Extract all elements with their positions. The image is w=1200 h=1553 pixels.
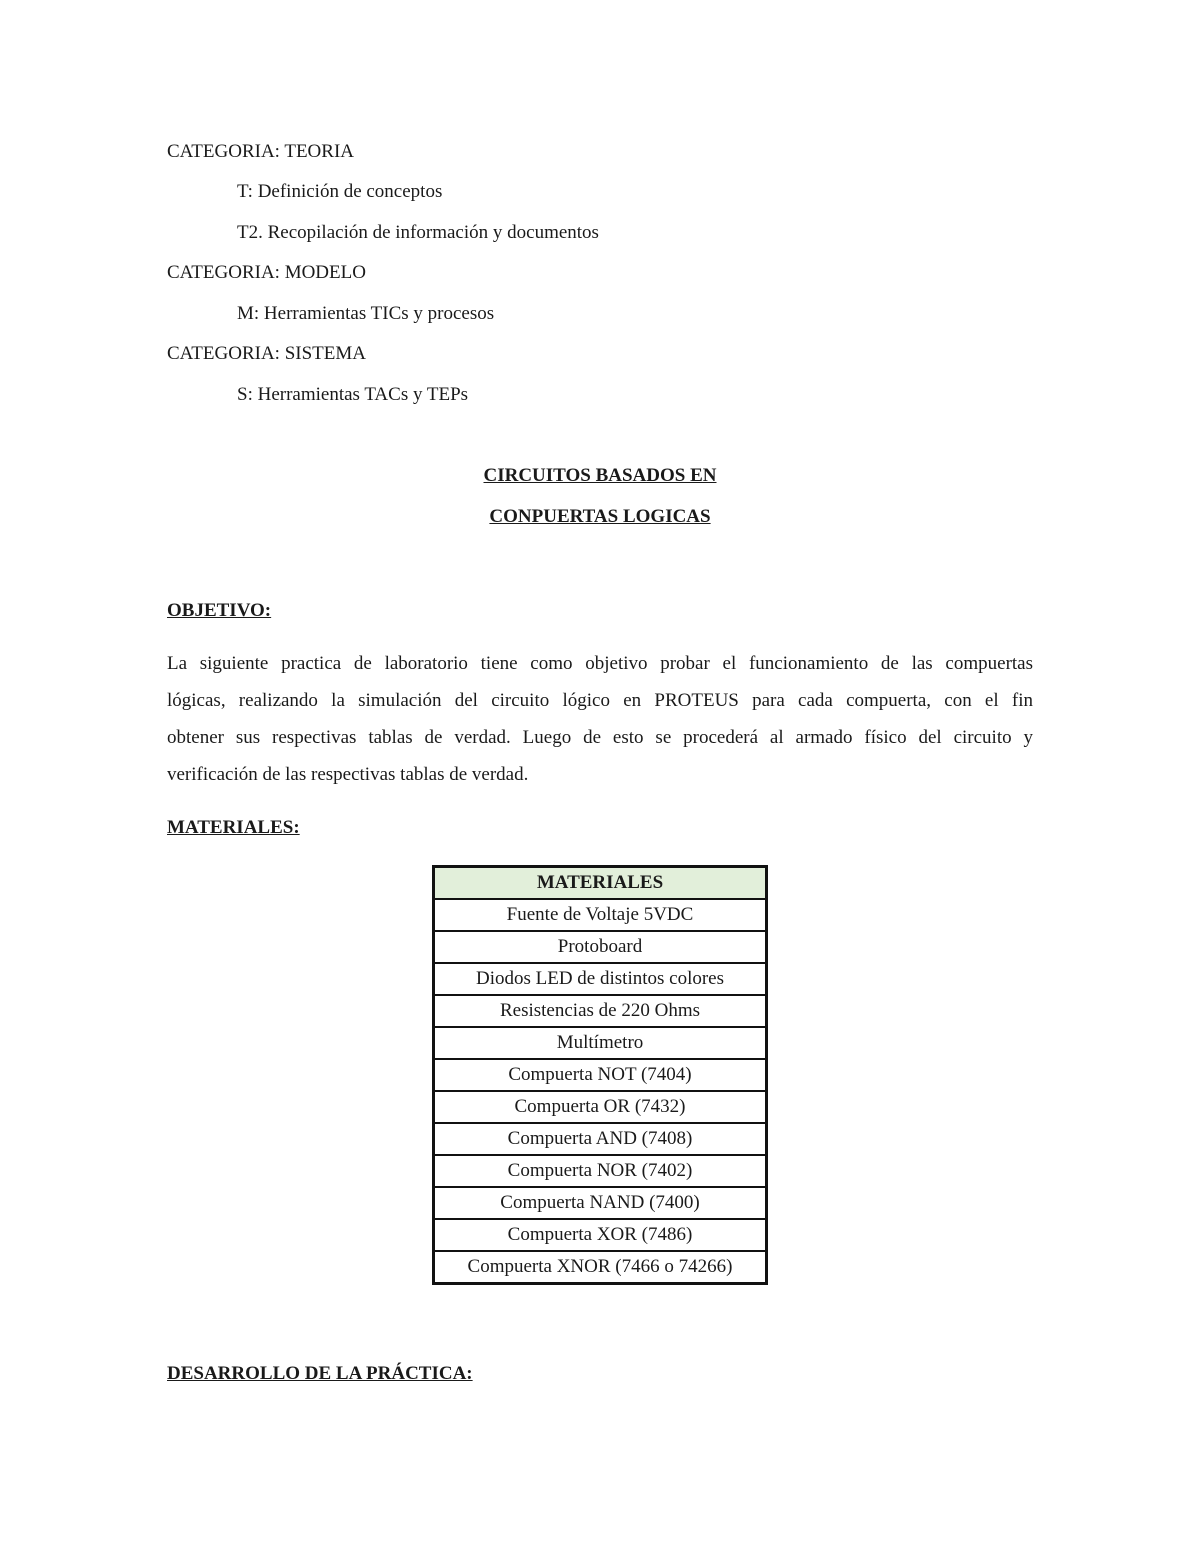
table-row (434, 1187, 767, 1219)
category-sistema: CATEGORIA: SISTEMA (167, 343, 366, 364)
table-row (434, 1059, 767, 1091)
category-item: T2. Recopilación de información y documentos (237, 222, 599, 243)
materials-table (432, 865, 768, 1285)
material-cell: Compuerta NOT (7404) (434, 1059, 767, 1091)
category-item: S: Herramientas TACs y TEPs (237, 384, 469, 405)
table-row (434, 1123, 767, 1155)
paragraph-line: lógicas, realizando la simulación del circuito lógico en PROTEUS para cada compuerta, con el fin (167, 690, 1033, 711)
materials-heading: MATERIALES: (167, 817, 300, 838)
material-cell: Fuente de Voltaje 5VDC (434, 899, 767, 931)
material-cell: Compuerta XOR (7486) (434, 1219, 767, 1251)
objective-heading: OBJETIVO: (167, 600, 272, 621)
material-cell: Compuerta OR (7432) (434, 1091, 767, 1123)
category-modelo: CATEGORIA: MODELO (167, 262, 366, 283)
document-title-line-2: CONPUERTAS LOGICAS (489, 506, 711, 527)
table-row (434, 1219, 767, 1251)
table-row (434, 899, 767, 931)
table-row (434, 995, 767, 1027)
table-row (434, 1155, 767, 1187)
table-row (434, 1251, 767, 1284)
material-cell: Multímetro (434, 1027, 767, 1059)
paragraph-line: verificación de las respectivas tablas de verdad. (167, 764, 529, 785)
table-header-row (434, 867, 767, 900)
paragraph-line: obtener sus respectivas tablas de verdad. Luego de esto se procederá al armado físico del circuito y (167, 727, 1033, 748)
table-header-cell: MATERIALES (434, 867, 767, 900)
table-row (434, 931, 767, 963)
category-item: M: Herramientas TICs y procesos (237, 303, 495, 324)
table-row (434, 1091, 767, 1123)
table-row (434, 963, 767, 995)
objective-paragraph (167, 645, 1033, 793)
document-title-line-1: CIRCUITOS BASADOS EN (483, 465, 717, 486)
material-cell: Compuerta NAND (7400) (434, 1187, 767, 1219)
category-teoria: CATEGORIA: TEORIA (167, 141, 355, 162)
category-item: T: Definición de conceptos (237, 181, 443, 202)
material-cell: Compuerta NOR (7402) (434, 1155, 767, 1187)
paragraph-line: La siguiente practica de laboratorio tiene como objetivo probar el funcionamiento de las compuertas (167, 653, 1033, 674)
material-cell: Compuerta XNOR (7466 o 74266) (434, 1251, 767, 1284)
material-cell: Resistencias de 220 Ohms (434, 995, 767, 1027)
material-cell: Compuerta AND (7408) (434, 1123, 767, 1155)
material-cell: Diodos LED de distintos colores (434, 963, 767, 995)
table-row (434, 1027, 767, 1059)
material-cell: Protoboard (434, 931, 767, 963)
development-heading: DESARROLLO DE LA PRÁCTICA: (167, 1363, 473, 1384)
